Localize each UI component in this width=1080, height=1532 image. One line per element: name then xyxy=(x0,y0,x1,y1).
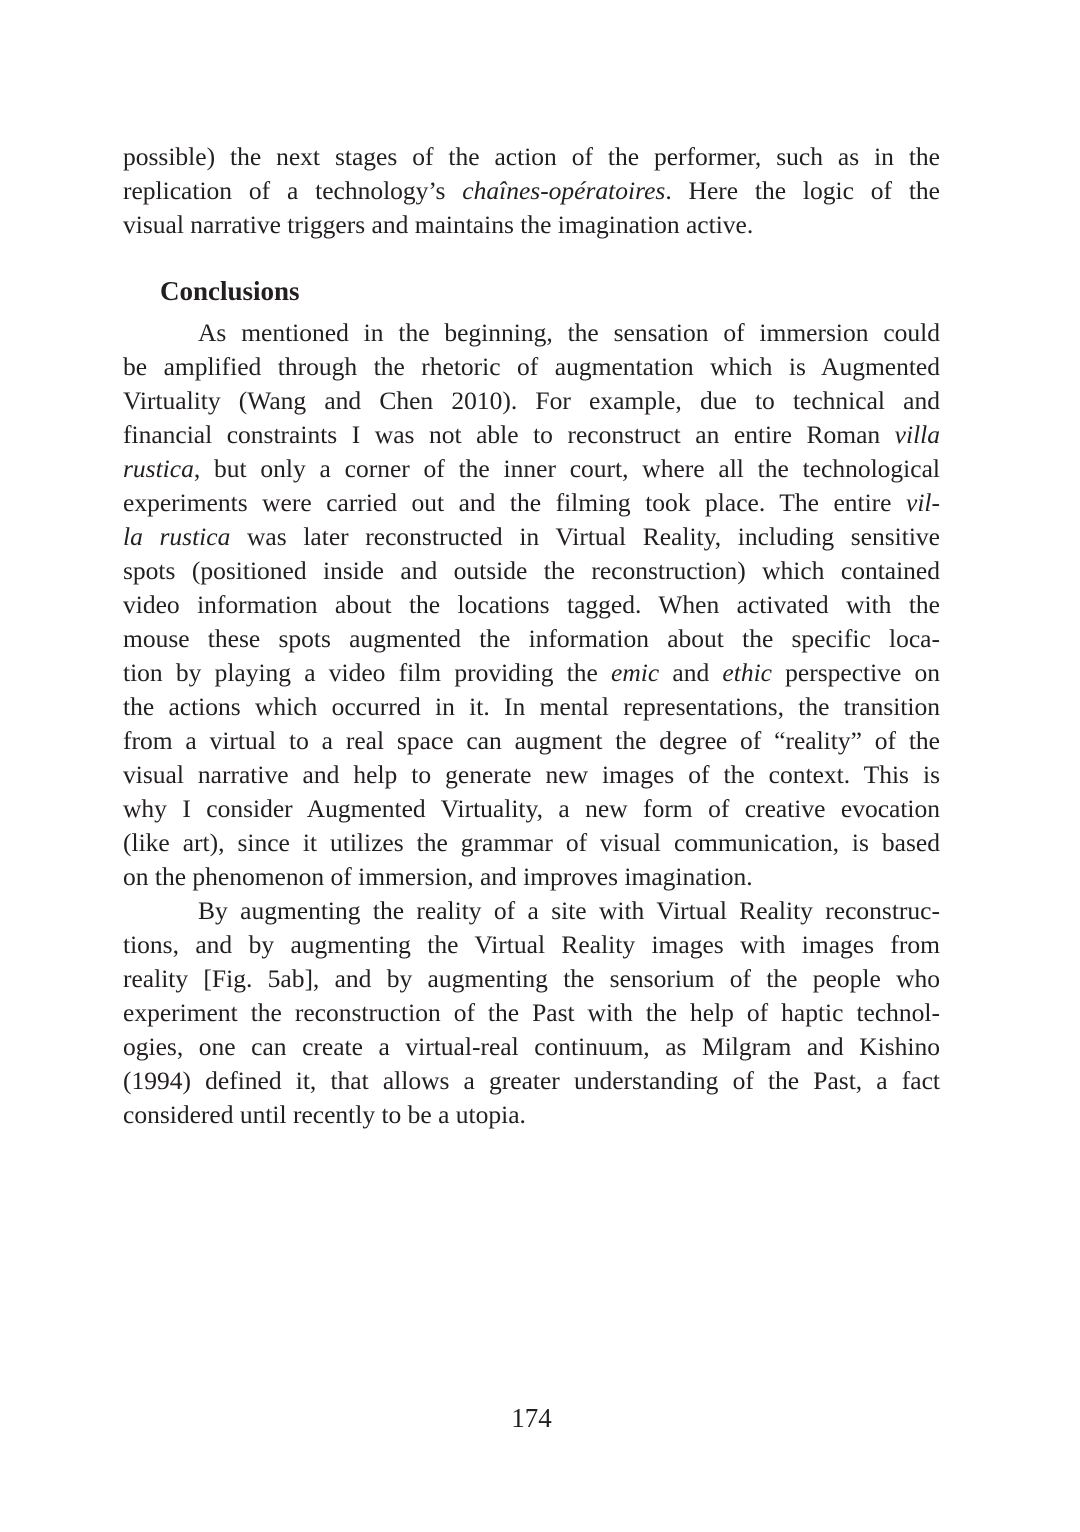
text-line xyxy=(123,894,940,928)
text-line xyxy=(123,486,940,520)
text-line xyxy=(123,140,940,174)
italic-text: villa xyxy=(894,420,940,449)
text-line xyxy=(123,588,940,622)
italic-text: rustica xyxy=(123,454,194,483)
text-segment: visual narrative triggers and maintains the imagination active. xyxy=(123,210,754,239)
text-line xyxy=(123,316,940,350)
text-segment: spots (positioned inside and outside the reconstruction) which contained xyxy=(123,556,940,585)
text-line xyxy=(123,208,940,242)
text-line xyxy=(123,690,940,724)
italic-text: emic xyxy=(611,658,660,687)
text-line xyxy=(123,418,940,452)
text-segment: experiment the reconstruction of the Past with the help of haptic technol- xyxy=(123,998,940,1027)
text-line xyxy=(123,520,940,554)
text-line xyxy=(123,622,940,656)
text-segment: replication of a technology’s xyxy=(123,176,463,205)
text-line xyxy=(123,554,940,588)
text-segment: By augmenting the reality of a site with Virtual Reality reconstruc- xyxy=(198,896,940,925)
text-segment: mouse these spots augmented the information about the specific loca- xyxy=(123,624,940,653)
text-segment: perspective on xyxy=(771,658,940,687)
text-segment: be amplified through the rhetoric of augmentation which is Augmented xyxy=(123,352,940,381)
text-line xyxy=(123,860,940,894)
text-segment: financial constraints I was not able to reconstruct an entire Roman xyxy=(123,420,895,449)
text-segment: As mentioned in the beginning, the sensation of immersion could xyxy=(198,318,940,347)
text-line xyxy=(123,928,940,962)
paragraph-continuation xyxy=(123,140,940,242)
text-segment: (1994) defined it, that allows a greater understanding of the Past, a fact xyxy=(123,1066,940,1095)
section-heading: Conclusions xyxy=(160,276,300,306)
text-segment: and xyxy=(659,658,723,687)
text-segment: (like art), since it utilizes the grammar of visual communication, is based xyxy=(123,828,940,857)
text-segment: visual narrative and help to generate new images of the context. This is xyxy=(123,760,940,789)
text-line xyxy=(123,792,940,826)
text-line xyxy=(123,452,940,486)
text-segment: why I consider Augmented Virtuality, a new form of creative evocation xyxy=(123,794,940,823)
text-segment: tions, and by augmenting the Virtual Reality images with images from xyxy=(123,930,940,959)
text-line xyxy=(123,656,940,690)
paragraph-conclusions-2 xyxy=(123,894,940,1132)
italic-text: vil- xyxy=(906,488,940,517)
text-segment: ogies, one can create a virtual-real continuum, as Milgram and Kishino xyxy=(123,1032,940,1061)
text-segment: considered until recently to be a utopia. xyxy=(123,1100,526,1129)
text-segment: video information about the locations tagged. When activated with the xyxy=(123,590,940,619)
text-segment: Virtuality (Wang and Chen 2010). For example, due to technical and xyxy=(123,386,940,415)
italic-text: ethic xyxy=(722,658,772,687)
text-line xyxy=(123,350,940,384)
text-line xyxy=(123,1064,940,1098)
text-line xyxy=(123,174,940,208)
text-segment: tion by playing a video film providing the xyxy=(123,658,612,687)
paragraph-conclusions-1 xyxy=(123,316,940,894)
text-line xyxy=(123,1030,940,1064)
italic-text: la rustica xyxy=(123,522,231,551)
text-segment: experiments were carried out and the filming took place. The entire xyxy=(123,488,907,517)
text-segment: reality [Fig. 5ab], and by augmenting the sensorium of the people who xyxy=(123,964,940,993)
text-segment: possible) the next stages of the action of the performer, such as in the xyxy=(123,142,940,171)
text-segment: on the phenomenon of immersion, and improves imagination. xyxy=(123,862,753,891)
text-segment: was later reconstructed in Virtual Reality, including sensitive xyxy=(230,522,940,551)
text-segment: , but only a corner of the inner court, where all the technological xyxy=(193,454,940,483)
text-segment: the actions which occurred in it. In mental representations, the transition xyxy=(123,692,940,721)
text-line xyxy=(123,384,940,418)
text-line xyxy=(123,758,940,792)
page-number: 174 xyxy=(511,1403,552,1433)
text-line xyxy=(123,996,940,1030)
text-line xyxy=(123,724,940,758)
text-segment: . Here the logic of the xyxy=(665,176,940,205)
text-line xyxy=(123,1098,940,1132)
italic-text: chaînes-opératoires xyxy=(462,176,666,205)
text-line xyxy=(123,962,940,996)
text-line xyxy=(123,826,940,860)
text-segment: from a virtual to a real space can augment the degree of “reality” of the xyxy=(123,726,940,755)
